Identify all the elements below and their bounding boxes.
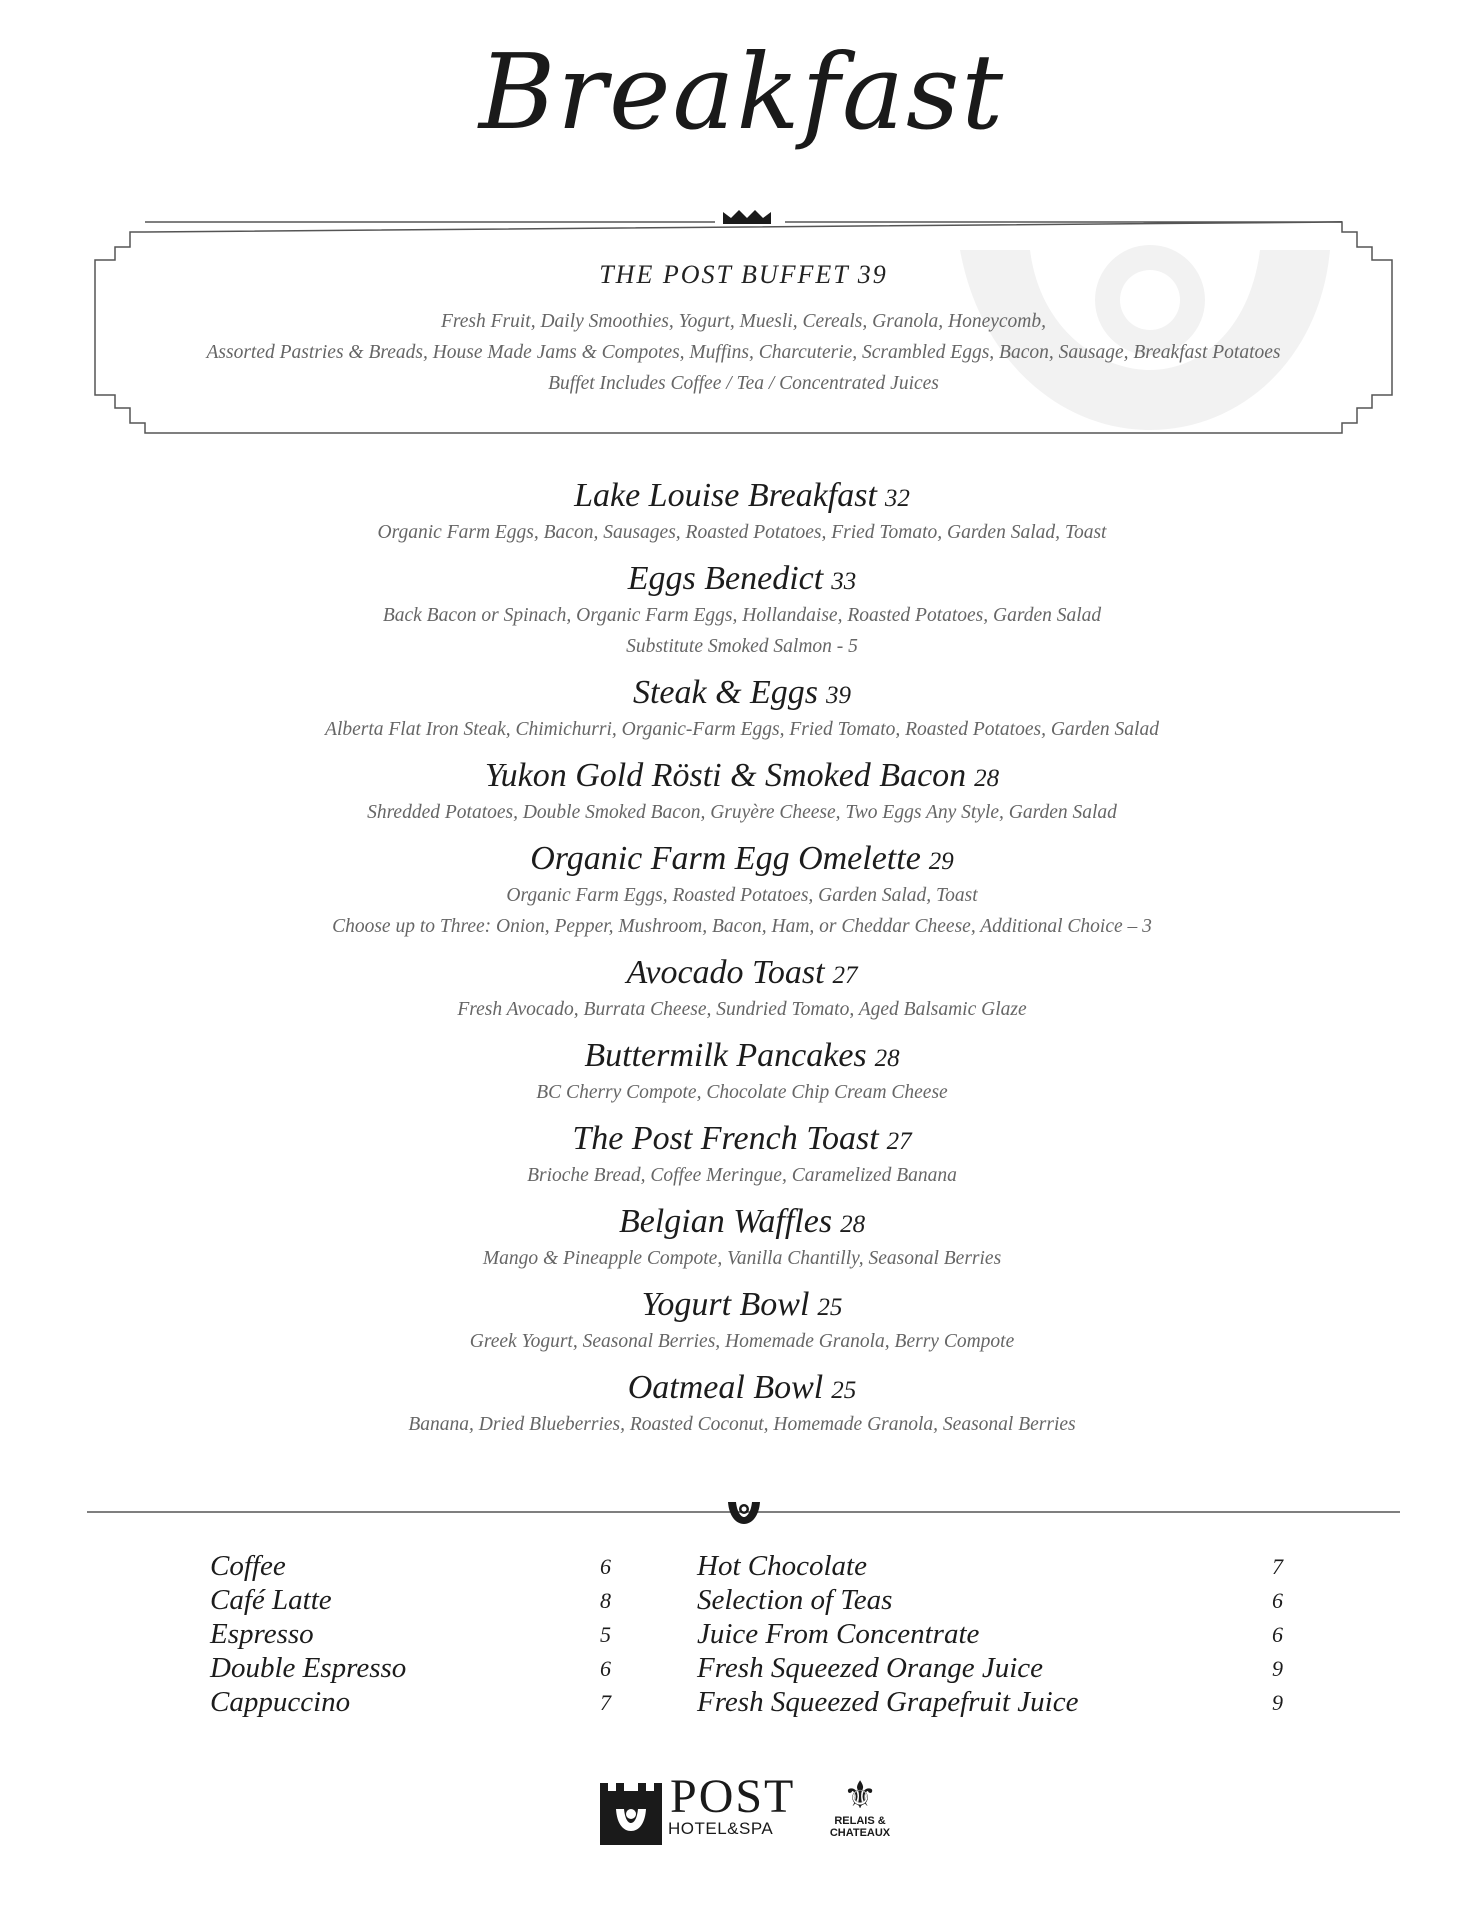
menu-item-price: 25 [831, 1377, 857, 1404]
drink-price: 9 [1272, 1690, 1283, 1715]
menu-item-heading [0, 755, 1484, 797]
menu-item-heading [0, 672, 1484, 714]
drink-item [697, 1584, 1302, 1618]
buffet-line: Fresh Fruit, Daily Smoothies, Yogurt, Muesli, Cereals, Granola, Honeycomb, [440, 311, 1046, 332]
menu-item-heading [0, 475, 1484, 517]
drink-item [210, 1686, 630, 1720]
section-divider [87, 1500, 1400, 1530]
menu-item-name: Organic Farm Egg Omelette [530, 840, 921, 877]
drink-item [210, 1652, 630, 1686]
menu-item-price: 32 [884, 485, 910, 512]
post-hotel-logo [600, 1770, 796, 1850]
drink-name: Coffee [210, 1550, 286, 1582]
menu-item-price: 28 [840, 1211, 866, 1238]
drink-price: 5 [600, 1622, 611, 1647]
menu-item-price: 28 [874, 1045, 900, 1072]
drink-item [210, 1584, 630, 1618]
menu-item-price: 28 [974, 765, 1000, 792]
menu-items [0, 475, 1484, 1450]
drink-item [210, 1550, 630, 1584]
menu-item-description: Mango & Pineapple Compote, Vanilla Chantilly, Seasonal Berries [482, 1248, 1002, 1269]
drink-item [697, 1550, 1302, 1584]
menu-item-name: The Post French Toast [572, 1120, 879, 1157]
menu-item-price: 33 [831, 568, 857, 595]
menu-item-heading [0, 952, 1484, 994]
crown-icon [723, 210, 771, 224]
menu-item-price: 29 [928, 848, 954, 875]
menu-item [0, 1118, 1484, 1191]
drink-item [697, 1652, 1302, 1686]
footer-logos [600, 1770, 900, 1855]
buffet-section [85, 260, 1402, 399]
drink-name: Cappuccino [210, 1686, 351, 1718]
drink-name: Double Espresso [210, 1652, 407, 1684]
drink-item [210, 1618, 630, 1652]
menu-item-heading [0, 838, 1484, 880]
drink-name: Fresh Squeezed Grapefruit Juice [697, 1686, 1079, 1718]
buffet-line: Assorted Pastries & Breads, House Made Jams & Compotes, Muffins, Charcuterie, Scrambled Eggs, Bacon, Sausage, Breakfast Potatoes [206, 342, 1281, 363]
drink-price: 6 [600, 1554, 611, 1579]
menu-item-description: Organic Farm Eggs, Roasted Potatoes, Garden Salad, Toast [506, 885, 978, 906]
drink-name: Juice From Concentrate [697, 1618, 980, 1650]
menu-item-name: Lake Louise Breakfast [574, 477, 877, 514]
menu-item-name: Eggs Benedict [627, 560, 824, 597]
drink-price: 9 [1272, 1656, 1283, 1681]
menu-item [0, 1284, 1484, 1357]
menu-item-heading [0, 1284, 1484, 1326]
menu-item-description: Choose up to Three: Onion, Pepper, Mushroom, Bacon, Ham, or Cheddar Cheese, Additional Choice – 3 [332, 916, 1152, 937]
menu-item [0, 1035, 1484, 1108]
drink-price: 8 [600, 1588, 611, 1613]
menu-item [0, 672, 1484, 745]
menu-item-name: Yukon Gold Rösti & Smoked Bacon [484, 757, 967, 794]
menu-item-description: Greek Yogurt, Seasonal Berries, Homemade Granola, Berry Compote [469, 1331, 1015, 1352]
menu-item-description: Banana, Dried Blueberries, Roasted Coconut, Homemade Granola, Seasonal Berries [408, 1414, 1076, 1435]
menu-item-name: Steak & Eggs [632, 674, 819, 711]
menu-item [0, 838, 1484, 942]
menu-item-description: Fresh Avocado, Burrata Cheese, Sundried Tomato, Aged Balsamic Glaze [457, 999, 1027, 1020]
menu-item-description: BC Cherry Compote, Chocolate Chip Cream Cheese [536, 1082, 948, 1103]
menu-item [0, 475, 1484, 548]
menu-item-heading [0, 1035, 1484, 1077]
brand-sub: HOTEL&SPA [668, 1819, 774, 1838]
menu-item-heading [0, 1201, 1484, 1243]
menu-item-heading [0, 1118, 1484, 1160]
menu-item [0, 755, 1484, 828]
partner-line: RELAIS & [834, 1815, 886, 1827]
menu-item [0, 1367, 1484, 1440]
menu-item-description: Brioche Bread, Coffee Meringue, Caramelized Banana [527, 1165, 957, 1186]
menu-item-name: Yogurt Bowl [641, 1286, 810, 1323]
partner-line: CHATEAUX [829, 1827, 891, 1839]
menu-title: Breakfast [478, 31, 1006, 153]
menu-item-price: 27 [886, 1128, 912, 1155]
drink-name: Fresh Squeezed Orange Juice [697, 1652, 1044, 1684]
menu-header [0, 31, 1484, 153]
drink-item [697, 1686, 1302, 1720]
menu-item-name: Avocado Toast [626, 954, 825, 991]
fleur-de-lis-icon: ⚜ [842, 1773, 878, 1817]
relais-chateaux-logo [820, 1775, 900, 1855]
brand-word: POST [670, 1770, 796, 1823]
drink-price: 7 [600, 1690, 611, 1715]
menu-item-description: Organic Farm Eggs, Bacon, Sausages, Roasted Potatoes, Fried Tomato, Garden Salad, Toast [377, 522, 1107, 543]
drink-name: Selection of Teas [697, 1584, 893, 1616]
menu-item-description: Shredded Potatoes, Double Smoked Bacon, Gruyère Cheese, Two Eggs Any Style, Garden Salad [367, 802, 1117, 823]
menu-item-description: Alberta Flat Iron Steak, Chimichurri, Organic-Farm Eggs, Fried Tomato, Roasted Potatoes, Garden Salad [325, 719, 1159, 740]
menu-item-name: Belgian Waffles [618, 1203, 833, 1240]
drink-price: 7 [1272, 1554, 1283, 1579]
menu-item-name: Buttermilk Pancakes [584, 1037, 867, 1074]
menu-item-price: 39 [826, 682, 852, 709]
menu-item [0, 558, 1484, 662]
menu-item [0, 1201, 1484, 1274]
menu-item [0, 952, 1484, 1025]
buffet-line: Buffet Includes Coffee / Tea / Concentrated Juices [548, 373, 939, 394]
menu-item-heading [0, 558, 1484, 600]
post-horn-icon [728, 1502, 760, 1524]
menu-item-description: Substitute Smoked Salmon - 5 [626, 636, 858, 657]
menu-item-price: 27 [832, 962, 858, 989]
drink-name: Espresso [210, 1618, 314, 1650]
drink-name: Café Latte [210, 1584, 332, 1616]
menu-item-description: Back Bacon or Spinach, Organic Farm Eggs, Hollandaise, Roasted Potatoes, Garden Salad [382, 605, 1102, 626]
drink-name: Hot Chocolate [697, 1550, 867, 1582]
drink-price: 6 [1272, 1588, 1283, 1613]
menu-item-heading [0, 1367, 1484, 1409]
drink-price: 6 [600, 1656, 611, 1681]
buffet-heading: THE POST BUFFET 39 [599, 260, 888, 289]
menu-item-name: Oatmeal Bowl [627, 1369, 824, 1406]
post-horn-icon [600, 1779, 662, 1845]
drink-price: 6 [1272, 1622, 1283, 1647]
drink-item [697, 1618, 1302, 1652]
menu-item-price: 25 [817, 1294, 843, 1321]
